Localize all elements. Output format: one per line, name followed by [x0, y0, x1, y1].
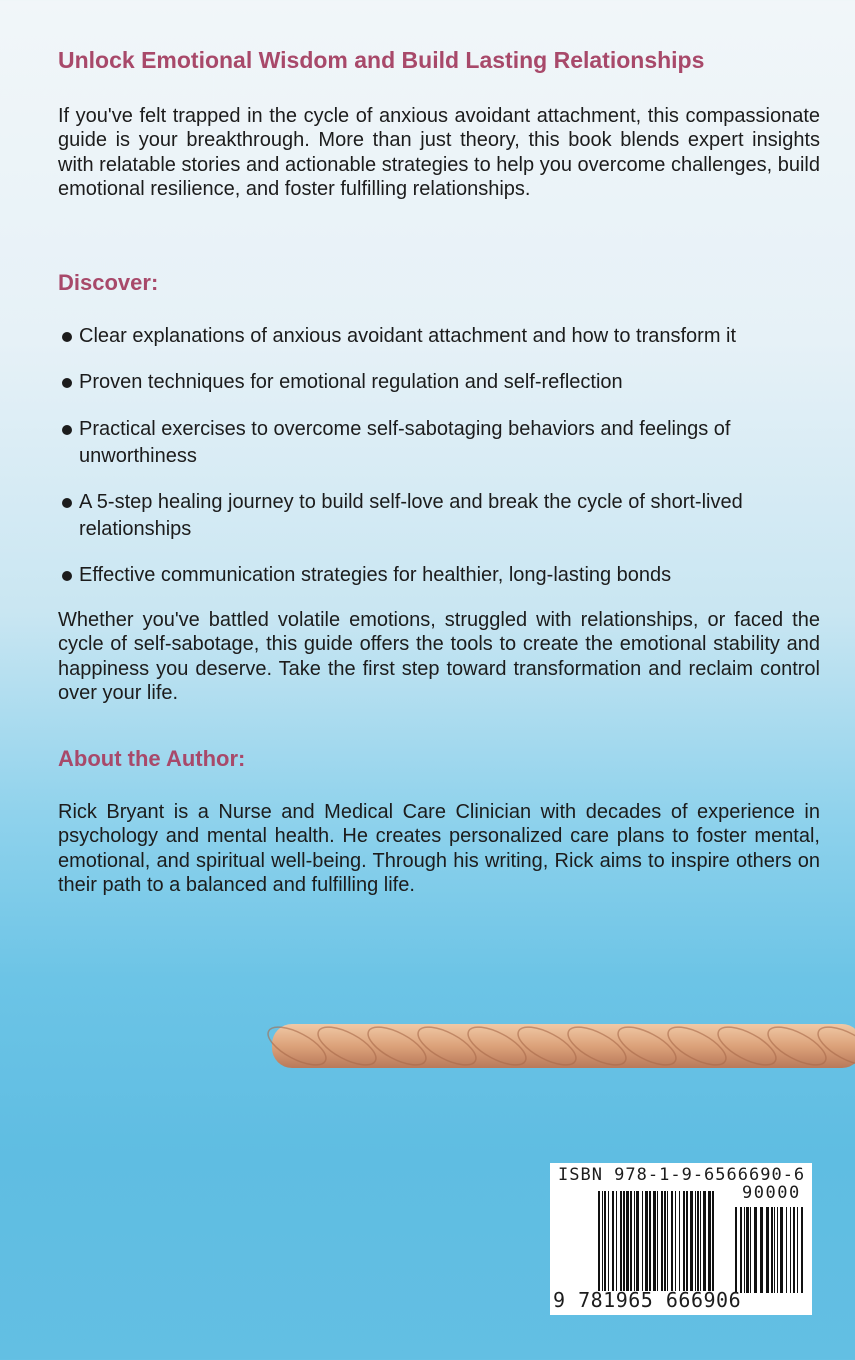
barcode-bar [700, 1191, 701, 1291]
author-heading: About the Author: [58, 746, 246, 771]
barcode-bar [683, 1191, 685, 1291]
barcode-bar [616, 1191, 617, 1291]
barcode-bar [786, 1207, 787, 1293]
barcode-bar [708, 1191, 711, 1291]
barcode-bar [712, 1191, 714, 1291]
barcode-bar [790, 1207, 791, 1293]
bullet-item: A 5-step healing journey to build self-love and break the cycle of short-lived relationships [58, 489, 828, 542]
barcode-bar [766, 1207, 769, 1293]
barcode-bar [604, 1191, 606, 1291]
addon-code: 90000 [742, 1183, 801, 1203]
barcode-bar [750, 1207, 751, 1293]
barcode-bar [774, 1207, 775, 1293]
barcode-bar [626, 1191, 629, 1291]
barcode-bar [760, 1207, 763, 1293]
barcode-bar [780, 1207, 783, 1293]
barcode-bar [671, 1191, 673, 1291]
bullet-icon [62, 425, 72, 435]
barcode-bar [703, 1191, 706, 1291]
bullet-icon [62, 571, 72, 581]
intro-paragraph: If you've felt trapped in the cycle of anxious avoidant attachment, this compassionate guide is your breakthrough. More than just theory, this book blends expert insights with relatable stories and actionable strategies to help you overcome challenges, build emotional resilience, and foster fulfilling relationships. [58, 105, 820, 201]
barcode-bar [801, 1207, 803, 1293]
barcode-bar [777, 1207, 778, 1293]
barcode-bar [636, 1191, 639, 1291]
title: Unlock Emotional Wisdom and Build Lasting Relationships [58, 47, 705, 73]
barcode-bar [797, 1207, 798, 1293]
barcode-bar [746, 1207, 749, 1293]
bullet-item: Effective communication strategies for healthier, long-lasting bonds [58, 562, 828, 589]
barcode-bar [630, 1191, 632, 1291]
barcode-bar [675, 1191, 676, 1291]
bullet-item: Clear explanations of anxious avoidant attachment and how to transform it [58, 323, 828, 350]
barcode-bar [793, 1207, 795, 1293]
barcode-bar [695, 1191, 696, 1291]
barcode-bar [690, 1191, 693, 1291]
rope-image [262, 1010, 855, 1080]
barcode-bar [744, 1207, 745, 1293]
barcode-bar [740, 1207, 742, 1293]
barcode-bar [661, 1191, 663, 1291]
barcode-bar [623, 1191, 625, 1291]
barcode-bar [754, 1207, 757, 1293]
barcode-bar [686, 1191, 688, 1291]
author-bio: Rick Bryant is a Nurse and Medical Care Clinician with decades of experience in psychology and mental health. He creates personalized care plans to foster mental, emotional, and spiritual well-being. Through his writing, Rick aims to inspire others on their path to a balanced and fulfilling life. [58, 801, 820, 897]
barcode-bar [653, 1191, 656, 1291]
barcode-bar [667, 1191, 668, 1291]
barcode-bar [620, 1191, 622, 1291]
barcode-bar [679, 1191, 680, 1291]
closing-paragraph: Whether you've battled volatile emotions, struggled with relationships, or faced the cycle of self-sabotage, this guide offers the tools to create the emotional stability and happiness you deserve. Take the first step toward transformation and reclaim control over your life. [58, 609, 820, 705]
barcode-bar [697, 1191, 699, 1291]
barcode-bar [608, 1191, 609, 1291]
barcode-bar [642, 1191, 643, 1291]
isbn-barcode [550, 1163, 812, 1315]
bullet-icon [62, 498, 72, 508]
bullet-icon [62, 332, 72, 342]
bullet-item: Proven techniques for emotional regulation and self-reflection [58, 369, 828, 396]
barcode-bar [645, 1191, 648, 1291]
isbn-text: ISBN 978-1-9-6566690-6 [558, 1165, 806, 1185]
barcode-bar [598, 1191, 600, 1291]
barcode-bar [735, 1207, 737, 1293]
bullet-item: Practical exercises to overcome self-sabotaging behaviors and feelings of unworthiness [58, 416, 828, 469]
barcode-bar [634, 1191, 635, 1291]
barcode-bar [664, 1191, 666, 1291]
barcode-bar [612, 1191, 614, 1291]
barcode-bar [602, 1191, 603, 1291]
barcode-bar [771, 1207, 773, 1293]
discover-heading: Discover: [58, 270, 159, 295]
bullet-icon [62, 378, 72, 388]
ean-number: 9 781965 666906 [553, 1288, 742, 1312]
barcode-bar [657, 1191, 658, 1291]
barcode-bar [649, 1191, 651, 1291]
